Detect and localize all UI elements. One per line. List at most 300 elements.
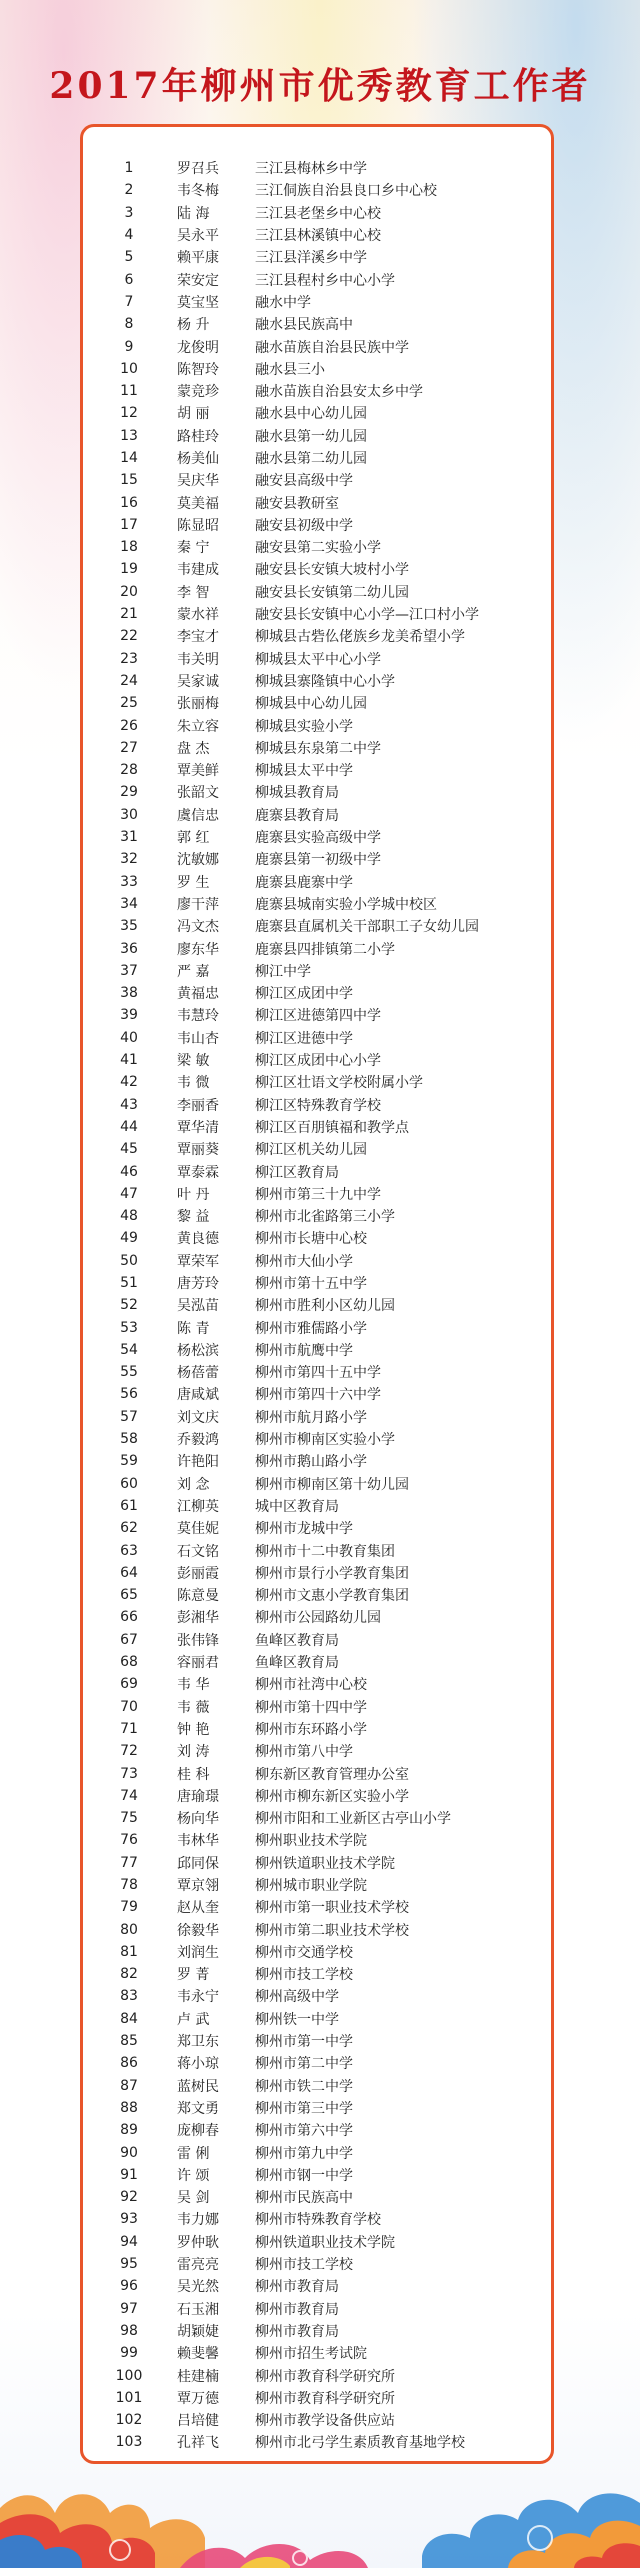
- organization: 融安县第二实验小学: [255, 540, 381, 557]
- person-name: 郭 红: [177, 830, 210, 847]
- person-name: 覃泰霖: [177, 1164, 219, 1181]
- organization: 柳州市第一中学: [255, 2034, 353, 2051]
- person-name: 胡 丽: [177, 406, 210, 423]
- item-number: 85: [120, 2033, 138, 2050]
- list-item: [83, 982, 553, 1004]
- organization: 柳州市柳东新区实验小学: [255, 1788, 409, 1805]
- person-name: 黎 益: [177, 1209, 210, 1226]
- organization: 柳州市第四十五中学: [255, 1365, 381, 1382]
- item-number: 88: [120, 2099, 138, 2116]
- item-number: 12: [120, 405, 138, 422]
- item-number: 47: [120, 1185, 138, 1202]
- person-name: 邱同保: [177, 1855, 219, 1872]
- item-number: 72: [120, 1743, 138, 1760]
- item-number: 100: [115, 2367, 143, 2384]
- list-item: [83, 960, 553, 982]
- person-name: 杨向华: [177, 1811, 219, 1828]
- list-item: [83, 1718, 553, 1740]
- item-number: 68: [120, 1654, 138, 1671]
- item-number: 50: [120, 1252, 138, 1269]
- list-item: [83, 358, 553, 380]
- list-item: [83, 380, 553, 402]
- list-item: [83, 2409, 553, 2431]
- list-item: [83, 335, 553, 357]
- person-name: 韦 微: [177, 1075, 210, 1092]
- person-name: 龙俊明: [177, 339, 219, 356]
- item-number: 78: [120, 1877, 138, 1893]
- item-number: 83: [120, 1988, 138, 2005]
- item-number: 1: [124, 160, 134, 177]
- organization: 融水县民族高中: [255, 317, 353, 334]
- list-item: [83, 1406, 553, 1428]
- item-number: 49: [120, 1230, 138, 1247]
- list-item: [83, 937, 553, 959]
- list-item: [83, 1049, 553, 1071]
- list-item: [83, 1160, 553, 1182]
- item-number: 66: [120, 1609, 138, 1626]
- person-name: 韦永宁: [177, 1989, 219, 2006]
- list-item: [83, 1829, 553, 1851]
- item-number: 59: [120, 1453, 138, 1470]
- item-number: 84: [120, 2010, 138, 2027]
- person-name: 罗仲耿: [177, 2234, 219, 2251]
- person-name: 庞柳春: [177, 2123, 219, 2140]
- item-number: 82: [120, 1966, 138, 1983]
- person-name: 廖东华: [177, 941, 219, 958]
- organization: 柳城县太平中心小学: [255, 651, 381, 668]
- organization: 鹿寨县鹿寨中学: [255, 874, 353, 891]
- person-name: 秦 宁: [177, 540, 210, 557]
- list-item: [83, 469, 553, 491]
- list-item: [83, 1473, 553, 1495]
- item-number: 70: [120, 1698, 138, 1715]
- list-item: [83, 425, 553, 447]
- list-item: [83, 291, 553, 313]
- list-item: [83, 1874, 553, 1896]
- person-name: 荣安定: [177, 272, 219, 289]
- organization: 柳州市雅儒路小学: [255, 1320, 367, 1337]
- organization: 柳州市特殊教育学校: [255, 2212, 381, 2229]
- organization: 鹿寨县实验高级中学: [255, 830, 381, 847]
- item-number: 44: [120, 1118, 138, 1135]
- item-number: 62: [120, 1520, 138, 1537]
- person-name: 梁 敏: [177, 1053, 210, 1070]
- item-number: 61: [120, 1497, 138, 1514]
- item-number: 55: [120, 1364, 138, 1381]
- organization: 柳州市景行小学教育集团: [255, 1565, 409, 1582]
- list-item: [83, 2231, 553, 2253]
- list-item: [83, 2364, 553, 2386]
- list-item: [83, 714, 553, 736]
- item-number: 39: [120, 1007, 138, 1024]
- person-name: 桂建楠: [177, 2368, 219, 2385]
- person-name: 陆 海: [177, 205, 210, 222]
- list-item: [83, 781, 553, 803]
- list-item: [83, 536, 553, 558]
- item-number: 63: [120, 1542, 138, 1559]
- item-number: 93: [120, 2211, 138, 2228]
- person-name: 江柳英: [177, 1498, 219, 1515]
- item-number: 16: [120, 494, 138, 511]
- person-name: 蒙水祥: [177, 607, 219, 624]
- item-number: 18: [120, 539, 138, 556]
- person-name: 吴家诚: [177, 673, 219, 690]
- item-number: 4: [124, 227, 134, 244]
- person-name: 赖平康: [177, 250, 219, 267]
- item-number: 64: [120, 1564, 138, 1581]
- organization: 柳州市龙城中学: [255, 1521, 353, 1538]
- organization: 柳江区特殊教育学校: [255, 1097, 381, 1114]
- person-name: 韦慧玲: [177, 1008, 219, 1025]
- organization: 柳江区成团中心小学: [255, 1053, 381, 1070]
- person-name: 严 嘉: [177, 963, 210, 980]
- organization: 三江县洋溪乡中学: [255, 250, 367, 267]
- item-number: 24: [120, 672, 138, 689]
- list-item: [83, 447, 553, 469]
- list-item: [83, 2075, 553, 2097]
- organization: 鹿寨县教育局: [255, 807, 339, 824]
- list-item: [83, 2030, 553, 2052]
- item-number: 99: [120, 2345, 138, 2362]
- organization: 柳州市第八中学: [255, 1744, 353, 1761]
- list-item: [83, 1183, 553, 1205]
- organization: 柳州市航月路小学: [255, 1409, 367, 1426]
- person-name: 徐毅华: [177, 1922, 219, 1939]
- item-number: 28: [120, 762, 138, 779]
- item-number: 69: [120, 1676, 138, 1693]
- person-name: 雷亮亮: [177, 2257, 219, 2274]
- item-number: 21: [120, 606, 138, 623]
- list-item: [83, 2298, 553, 2320]
- item-number: 60: [120, 1475, 138, 1492]
- organization: 柳州市教育局: [255, 2279, 339, 2296]
- person-name: 彭丽霞: [177, 1565, 219, 1582]
- person-name: 李丽香: [177, 1097, 219, 1114]
- person-name: 冯文杰: [177, 919, 219, 936]
- person-name: 陈智玲: [177, 361, 219, 378]
- organization: 柳城县寨隆镇中心小学: [255, 673, 395, 690]
- organization: 柳州市大仙小学: [255, 1253, 353, 1270]
- organization: 柳州市铁二中学: [255, 2078, 353, 2095]
- item-number: 38: [120, 985, 138, 1002]
- person-name: 卢 武: [177, 2011, 210, 2028]
- item-number: 41: [120, 1052, 138, 1069]
- list-item: [83, 915, 553, 937]
- list-item: [83, 514, 553, 536]
- item-number: 58: [120, 1431, 138, 1448]
- item-number: 98: [120, 2322, 138, 2339]
- list-item: [83, 826, 553, 848]
- organization: 融水县三小: [255, 361, 325, 378]
- item-number: 92: [120, 2189, 138, 2206]
- item-number: 22: [120, 628, 138, 645]
- person-name: 韦关明: [177, 651, 219, 668]
- organization: 柳州市北弓学生素质教育基地学校: [255, 2435, 465, 2452]
- item-number: 40: [120, 1029, 138, 1046]
- person-name: 唐瑜璟: [177, 1788, 219, 1805]
- list-item: [83, 1852, 553, 1874]
- person-name: 胡颖婕: [177, 2323, 219, 2340]
- list-item: [83, 737, 553, 759]
- organization: 融水中学: [255, 294, 311, 311]
- list-item: [83, 1918, 553, 1940]
- list-item: [83, 1941, 553, 1963]
- list-item: [83, 1227, 553, 1249]
- person-name: 蒋小琼: [177, 2056, 219, 2073]
- organization: 三江县老堡乡中心校: [255, 205, 381, 222]
- list-item: [83, 670, 553, 692]
- organization: 柳江区进德第四中学: [255, 1008, 381, 1025]
- person-name: 杨美仙: [177, 451, 219, 467]
- person-name: 盘 杰: [177, 740, 210, 757]
- list-item: [83, 1606, 553, 1628]
- organization: 柳州铁一中学: [255, 2011, 339, 2028]
- list-item: [83, 1272, 553, 1294]
- list-item: [83, 1316, 553, 1338]
- item-number: 2: [124, 182, 134, 199]
- list-item: [83, 1539, 553, 1561]
- person-name: 张丽梅: [177, 696, 219, 713]
- organization: 融水县第一幼儿园: [255, 428, 367, 445]
- organization: 柳州市胜利小区幼儿园: [255, 1298, 395, 1315]
- item-number: 89: [120, 2122, 138, 2139]
- list-item: [83, 2208, 553, 2230]
- item-number: 5: [124, 249, 134, 266]
- list-item: [83, 1428, 553, 1450]
- item-number: 95: [120, 2256, 138, 2273]
- item-number: 91: [120, 2166, 138, 2183]
- list-item: [83, 2253, 553, 2275]
- list-item: [83, 2164, 553, 2186]
- item-number: 96: [120, 2278, 138, 2295]
- organization: 柳州市第一职业技术学校: [255, 1900, 409, 1917]
- list-item: [83, 581, 553, 603]
- list-item: [83, 759, 553, 781]
- organization: 柳城县教育局: [255, 785, 339, 802]
- list-item: [83, 893, 553, 915]
- list-item: [83, 1027, 553, 1049]
- item-number: 79: [120, 1899, 138, 1916]
- organization: 融安县长安镇中心小学—江口村小学: [255, 607, 479, 624]
- person-name: 石文铭: [177, 1543, 219, 1560]
- person-name: 张韶文: [177, 785, 219, 802]
- organization: 柳州市长塘中心校: [255, 1231, 367, 1248]
- item-number: 37: [120, 962, 138, 979]
- organization: 柳江区成团中学: [255, 986, 353, 1003]
- organization: 柳州市第二职业技术学校: [255, 1922, 409, 1939]
- person-name: 沈敏娜: [177, 852, 219, 869]
- organization: 柳州市柳南区实验小学: [255, 1432, 395, 1449]
- person-name: 覃华清: [177, 1119, 219, 1136]
- person-name: 陈意曼: [177, 1588, 219, 1605]
- person-name: 郑卫东: [177, 2034, 219, 2051]
- list-item: [83, 1651, 553, 1673]
- list-item: [83, 1361, 553, 1383]
- person-name: 蓝树民: [177, 2078, 219, 2095]
- organization: 柳州市招生考试院: [255, 2346, 367, 2363]
- organization: 柳江区机关幼儿园: [255, 1142, 367, 1159]
- organization: 柳州市钢一中学: [255, 2167, 353, 2184]
- item-number: 45: [120, 1141, 138, 1158]
- person-name: 韦 薇: [177, 1699, 210, 1716]
- item-number: 11: [120, 383, 138, 400]
- organization: 城中区教育局: [255, 1498, 339, 1515]
- item-number: 54: [120, 1341, 138, 1358]
- list-item: [83, 603, 553, 625]
- item-number: 7: [124, 293, 134, 310]
- person-name: 吴永平: [177, 228, 219, 245]
- organization: 柳州市十二中教育集团: [255, 1543, 395, 1560]
- person-name: 石玉湘: [177, 2301, 219, 2318]
- person-name: 陈 青: [177, 1320, 210, 1337]
- list-item: [83, 1093, 553, 1115]
- organization: 柳江中学: [255, 963, 311, 980]
- person-name: 许 颂: [177, 2167, 210, 2184]
- person-name: 乔毅鸿: [177, 1432, 219, 1449]
- organization: 融水苗族自治县民族中学: [255, 339, 409, 356]
- person-name: 赵从奎: [177, 1900, 219, 1917]
- organization: 柳州市社湾中心校: [255, 1677, 367, 1694]
- list-item: [83, 1450, 553, 1472]
- item-number: 53: [120, 1319, 138, 1336]
- list-item: [83, 268, 553, 290]
- person-name: 钟 艳: [177, 1721, 210, 1738]
- person-name: 容丽君: [177, 1655, 219, 1672]
- organization: 融水苗族自治县安太乡中学: [255, 384, 423, 401]
- person-name: 刘 涛: [177, 1744, 210, 1761]
- item-number: 36: [120, 940, 138, 957]
- list-item: [83, 1205, 553, 1227]
- list-item: [83, 871, 553, 893]
- item-number: 101: [115, 2389, 143, 2406]
- list-item: [83, 1071, 553, 1093]
- organization: 三江县程村乡中心小学: [255, 272, 395, 289]
- organization: 柳州职业技术学院: [255, 1833, 367, 1850]
- organization: 融安县长安镇大坡村小学: [255, 562, 409, 579]
- person-name: 覃京翎: [177, 1878, 219, 1894]
- organization: 柳东新区教育管理办公室: [255, 1766, 409, 1783]
- organization: 鹿寨县直属机关干部职工子女幼儿园: [255, 919, 479, 936]
- person-name: 韦冬梅: [177, 183, 219, 200]
- person-name: 罗 生: [177, 874, 210, 891]
- person-name: 韦 华: [177, 1677, 210, 1694]
- item-number: 42: [120, 1074, 138, 1091]
- list-item: [83, 1740, 553, 1762]
- person-name: 朱立容: [177, 718, 219, 735]
- organization: 三江县梅林乡中学: [255, 161, 367, 178]
- item-number: 48: [120, 1208, 138, 1225]
- organization: 柳城县实验小学: [255, 718, 353, 735]
- item-number: 43: [120, 1096, 138, 1113]
- person-name: 虞信忠: [177, 807, 219, 824]
- list-item: [83, 2387, 553, 2409]
- person-name: 蒙竞珍: [177, 384, 219, 401]
- list-item: [83, 2275, 553, 2297]
- item-number: 3: [124, 204, 134, 221]
- item-number: 17: [120, 516, 138, 533]
- item-number: 30: [120, 806, 138, 823]
- item-number: 8: [124, 316, 134, 333]
- organization: 三江侗族自治县良口乡中心校: [255, 183, 437, 200]
- decorative-clouds: [0, 2458, 640, 2568]
- item-number: 75: [120, 1810, 138, 1827]
- organization: 柳州市教育科学研究所: [255, 2368, 395, 2385]
- item-number: 86: [120, 2055, 138, 2072]
- person-name: 孔祥飞: [177, 2435, 219, 2452]
- organization: 柳州市第二中学: [255, 2056, 353, 2073]
- person-name: 韦林华: [177, 1833, 219, 1850]
- organization: 柳城县东泉第二中学: [255, 740, 381, 757]
- list-item: [83, 2320, 553, 2342]
- person-name: 赖斐馨: [177, 2346, 219, 2363]
- honor-list-panel: [80, 124, 554, 2464]
- person-name: 雷 俐: [177, 2145, 210, 2162]
- organization: 融安县初级中学: [255, 517, 353, 534]
- item-number: 52: [120, 1297, 138, 1314]
- person-name: 莫佳妮: [177, 1521, 219, 1538]
- person-name: 吴庆华: [177, 473, 219, 490]
- person-name: 李 智: [177, 584, 210, 601]
- person-name: 韦山杏: [177, 1030, 219, 1047]
- item-number: 51: [120, 1274, 138, 1291]
- organization: 柳江区壮语文学校附属小学: [255, 1075, 423, 1092]
- organization: 柳州铁道职业技术学院: [255, 1855, 395, 1872]
- person-name: 吴 剑: [177, 2190, 210, 2207]
- list-item: [83, 491, 553, 513]
- list-item: [83, 1004, 553, 1026]
- list-item: [83, 1896, 553, 1918]
- list-item: [83, 1517, 553, 1539]
- person-name: 莫美福: [177, 495, 219, 512]
- organization: 柳江区进德中学: [255, 1030, 353, 1047]
- item-number: 90: [120, 2144, 138, 2161]
- organization: 融安县教研室: [255, 495, 339, 512]
- list-item: [83, 1138, 553, 1160]
- list-item: [83, 848, 553, 870]
- person-name: 莫宝坚: [177, 294, 219, 311]
- person-name: 郑文勇: [177, 2100, 219, 2117]
- item-number: 20: [120, 583, 138, 600]
- organization: 柳州市第十四中学: [255, 1699, 367, 1716]
- item-number: 46: [120, 1163, 138, 1180]
- list-item: [83, 1673, 553, 1695]
- organization: 柳州市民族高中: [255, 2190, 353, 2207]
- list-item: [83, 402, 553, 424]
- person-name: 刘润生: [177, 1944, 219, 1961]
- list-item: [83, 313, 553, 335]
- person-name: 覃美鲜: [177, 763, 219, 780]
- organization: 柳州市东环路小学: [255, 1721, 367, 1738]
- person-name: 杨蓓蕾: [177, 1365, 219, 1382]
- list-item: [83, 1250, 553, 1272]
- list-item: [83, 1339, 553, 1361]
- organization: 鹿寨县城南实验小学城中校区: [255, 896, 437, 913]
- organization: 柳州市第四十六中学: [255, 1387, 381, 1404]
- list-item: [83, 1584, 553, 1606]
- item-number: 32: [120, 851, 138, 868]
- list-item: [83, 1785, 553, 1807]
- list-item: [83, 2342, 553, 2364]
- item-number: 74: [120, 1787, 138, 1804]
- organization: 柳州市公园路幼儿园: [255, 1610, 381, 1627]
- organization: 鱼峰区教育局: [255, 1632, 339, 1649]
- person-name: 黄良德: [177, 1231, 219, 1248]
- item-number: 13: [120, 427, 138, 444]
- organization: 柳城县古砦仫佬族乡龙美希望小学: [255, 629, 465, 646]
- organization: 融安县长安镇第二幼儿园: [255, 584, 409, 601]
- organization: 融安县高级中学: [255, 473, 353, 490]
- organization: 柳城县中心幼儿园: [255, 696, 367, 713]
